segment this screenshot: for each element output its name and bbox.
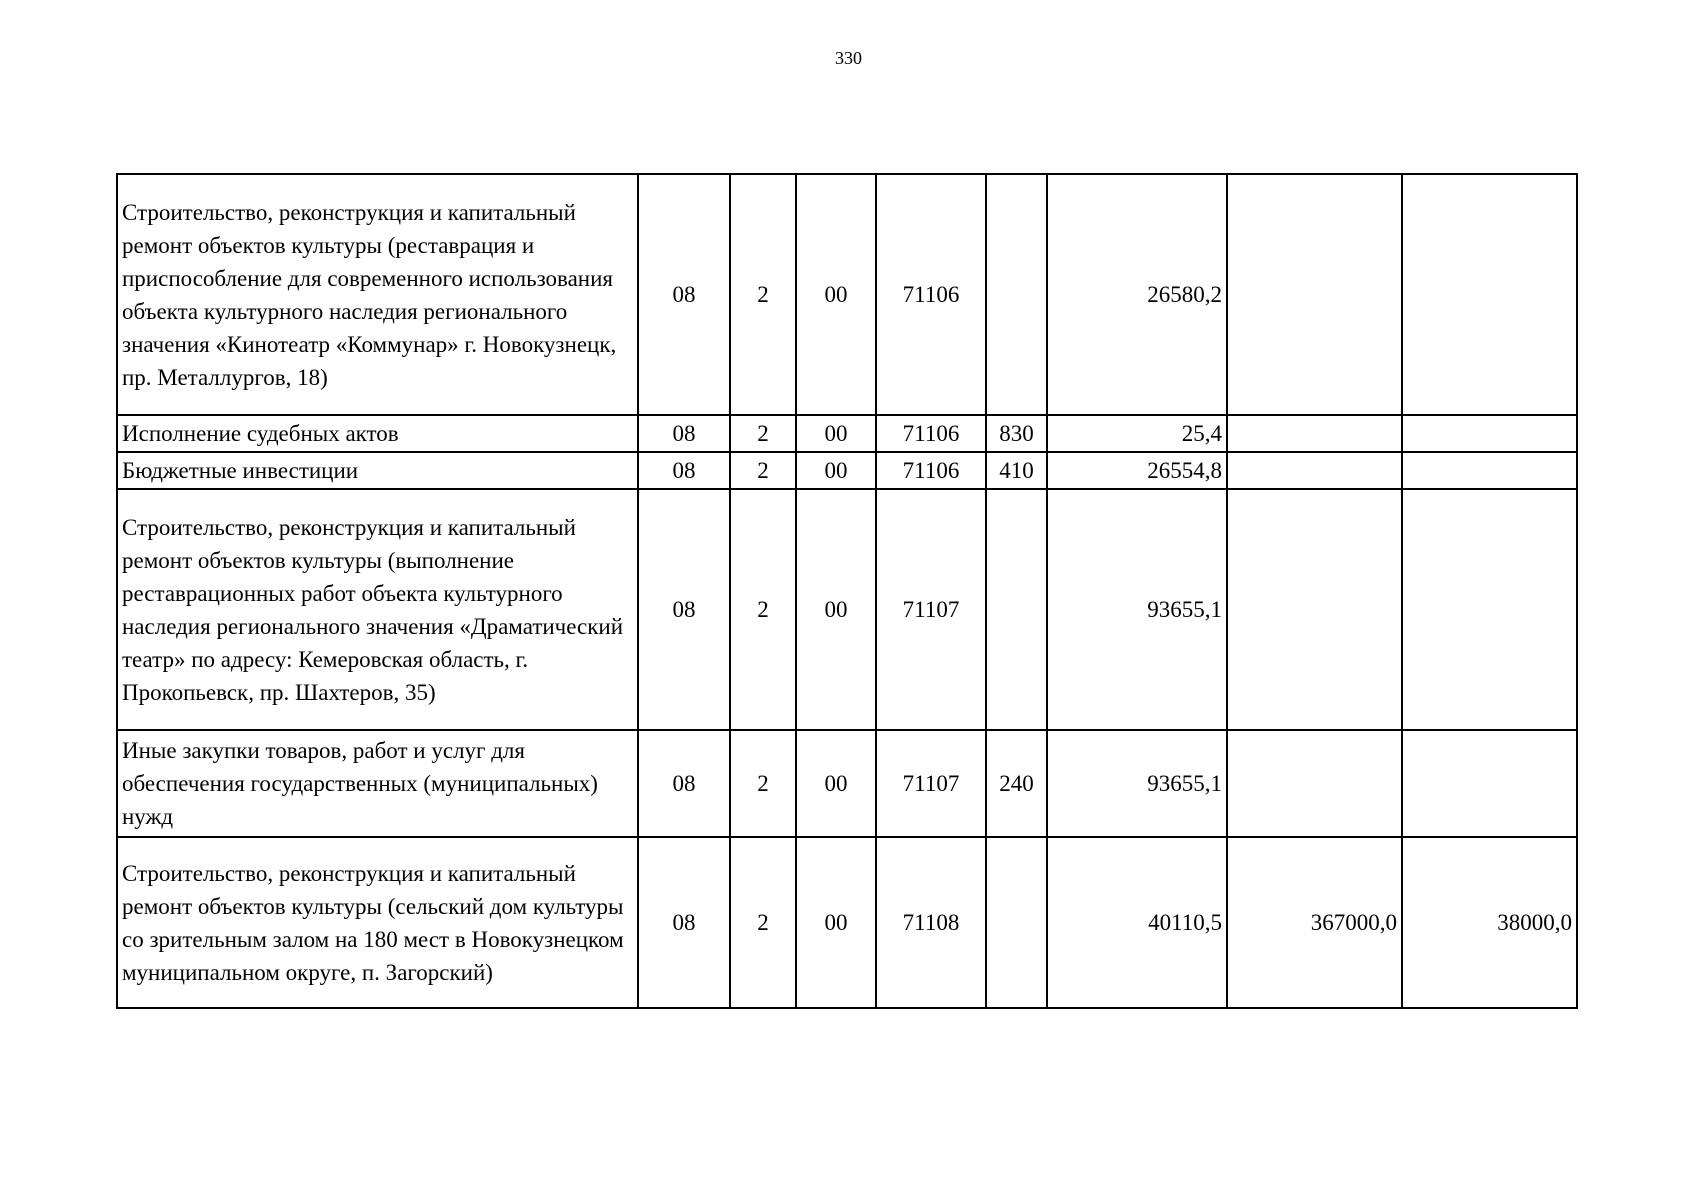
amount-year-3 xyxy=(1402,730,1577,837)
subprogram-code: 00 xyxy=(796,837,876,1008)
program-code: 2 xyxy=(730,730,796,837)
subprogram-code: 00 xyxy=(796,452,876,489)
section-code: 08 xyxy=(638,730,730,837)
target-code: 71106 xyxy=(876,174,986,415)
amount-year-3 xyxy=(1402,452,1577,489)
table-row xyxy=(117,452,1577,489)
amount-year-1: 40110,5 xyxy=(1047,837,1227,1008)
target-code: 71107 xyxy=(876,489,986,730)
expense-type-code xyxy=(986,489,1047,730)
expense-type-code xyxy=(986,837,1047,1008)
expense-type-code xyxy=(986,174,1047,415)
target-code: 71107 xyxy=(876,730,986,837)
row-name: Строительство, реконструкция и капитальный ремонт объектов культуры (выполнение реставрационных работ объекта культурного наследия регионального значения «Драматический театр» по адресу: Кемеровская область, г. Прокопьевск, пр. Шахтеров, 35) xyxy=(117,489,638,730)
row-name: Бюджетные инвестиции xyxy=(117,452,638,489)
program-code: 2 xyxy=(730,489,796,730)
section-code: 08 xyxy=(638,489,730,730)
table-row xyxy=(117,489,1577,730)
expense-type-code: 240 xyxy=(986,730,1047,837)
section-code: 08 xyxy=(638,174,730,415)
budget-table xyxy=(116,173,1578,1009)
amount-year-1: 25,4 xyxy=(1047,415,1227,452)
target-code: 71106 xyxy=(876,415,986,452)
section-code: 08 xyxy=(638,837,730,1008)
amount-year-3 xyxy=(1402,174,1577,415)
target-code: 71106 xyxy=(876,452,986,489)
amount-year-3 xyxy=(1402,489,1577,730)
row-name: Исполнение судебных актов xyxy=(117,415,638,452)
amount-year-2 xyxy=(1227,174,1402,415)
table-row xyxy=(117,174,1577,415)
table-row xyxy=(117,837,1577,1008)
table-row xyxy=(117,730,1577,837)
section-code: 08 xyxy=(638,452,730,489)
amount-year-2 xyxy=(1227,415,1402,452)
program-code: 2 xyxy=(730,174,796,415)
amount-year-2: 367000,0 xyxy=(1227,837,1402,1008)
amount-year-3: 38000,0 xyxy=(1402,837,1577,1008)
amount-year-1: 93655,1 xyxy=(1047,489,1227,730)
amount-year-1: 26554,8 xyxy=(1047,452,1227,489)
page-number: 330 xyxy=(835,48,862,68)
program-code: 2 xyxy=(730,452,796,489)
row-name: Строительство, реконструкция и капитальный ремонт объектов культуры (сельский дом культуры со зрительным залом на 180 мест в Новокузнецком муниципальном округе, п. Загорский) xyxy=(117,837,638,1008)
amount-year-2 xyxy=(1227,730,1402,837)
amount-year-2 xyxy=(1227,452,1402,489)
amount-year-3 xyxy=(1402,415,1577,452)
expense-type-code: 830 xyxy=(986,415,1047,452)
row-name: Строительство, реконструкция и капитальный ремонт объектов культуры (реставрация и приспособление для современного использования объекта культурного наследия регионального значения «Кинотеатр «Коммунар» г. Новокузнецк, пр. Металлургов, 18) xyxy=(117,174,638,415)
program-code: 2 xyxy=(730,415,796,452)
amount-year-2 xyxy=(1227,489,1402,730)
subprogram-code: 00 xyxy=(796,174,876,415)
section-code: 08 xyxy=(638,415,730,452)
target-code: 71108 xyxy=(876,837,986,1008)
row-name: Иные закупки товаров, работ и услуг для обеспечения государственных (муниципальных) нужд xyxy=(117,730,638,837)
subprogram-code: 00 xyxy=(796,489,876,730)
expense-type-code: 410 xyxy=(986,452,1047,489)
subprogram-code: 00 xyxy=(796,730,876,837)
table-row xyxy=(117,415,1577,452)
program-code: 2 xyxy=(730,837,796,1008)
amount-year-1: 93655,1 xyxy=(1047,730,1227,837)
amount-year-1: 26580,2 xyxy=(1047,174,1227,415)
subprogram-code: 00 xyxy=(796,415,876,452)
